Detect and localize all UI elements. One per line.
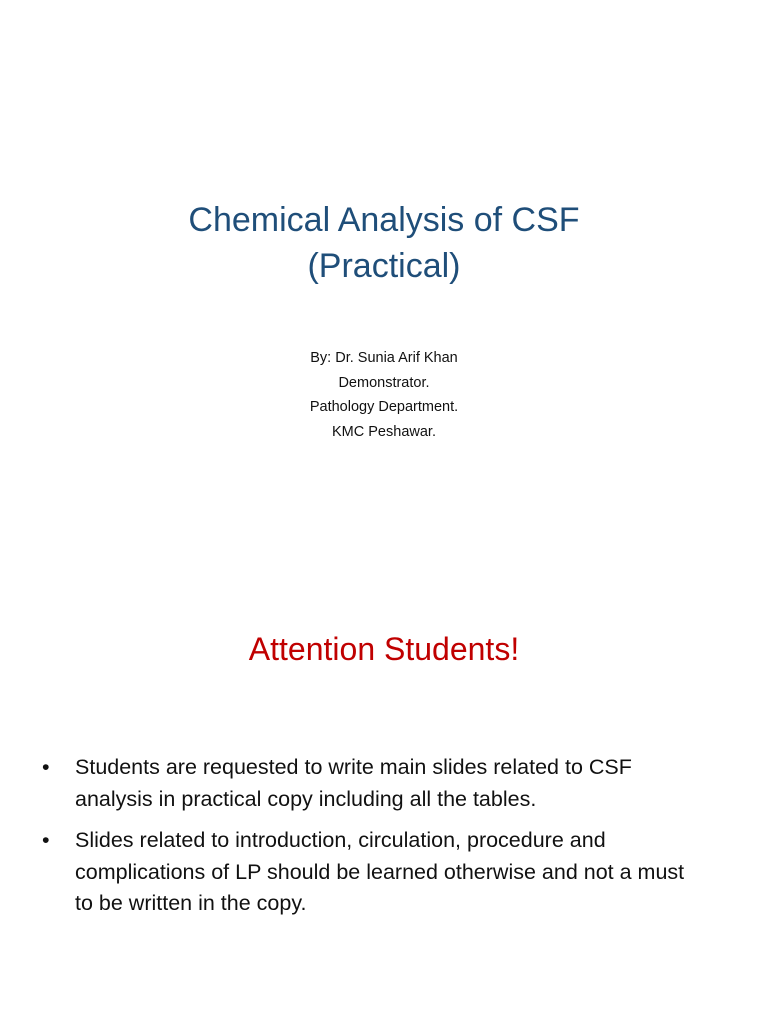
slide-title-line: (Practical) — [307, 247, 461, 285]
bullet-list — [0, 752, 768, 930]
bullet-dot-icon: • — [42, 755, 50, 779]
author-line: By: Dr. Sunia Arif Khan — [310, 350, 458, 366]
author-block — [0, 346, 768, 444]
bullet-item — [0, 752, 768, 815]
bullet-text: Slides related to introduction, circulation, procedure and complications of LP should be learned otherwise and not a must to be written in the copy. — [75, 828, 685, 915]
bullet-item — [0, 825, 768, 920]
bullet-dot-icon: • — [42, 828, 50, 852]
role-line: Demonstrator. — [338, 374, 430, 391]
attention-slide — [0, 512, 768, 1024]
slide-title-line: Chemical Analysis of CSF — [188, 201, 580, 239]
attention-heading: Attention Students! — [248, 631, 520, 667]
slide-title — [0, 197, 768, 289]
department-line: Pathology Department. — [309, 399, 459, 415]
institution-line: KMC Peshawar. — [332, 423, 436, 440]
bullet-text: Students are requested to write main slides related to CSF analysis in practical copy including all the tables. — [75, 755, 632, 811]
